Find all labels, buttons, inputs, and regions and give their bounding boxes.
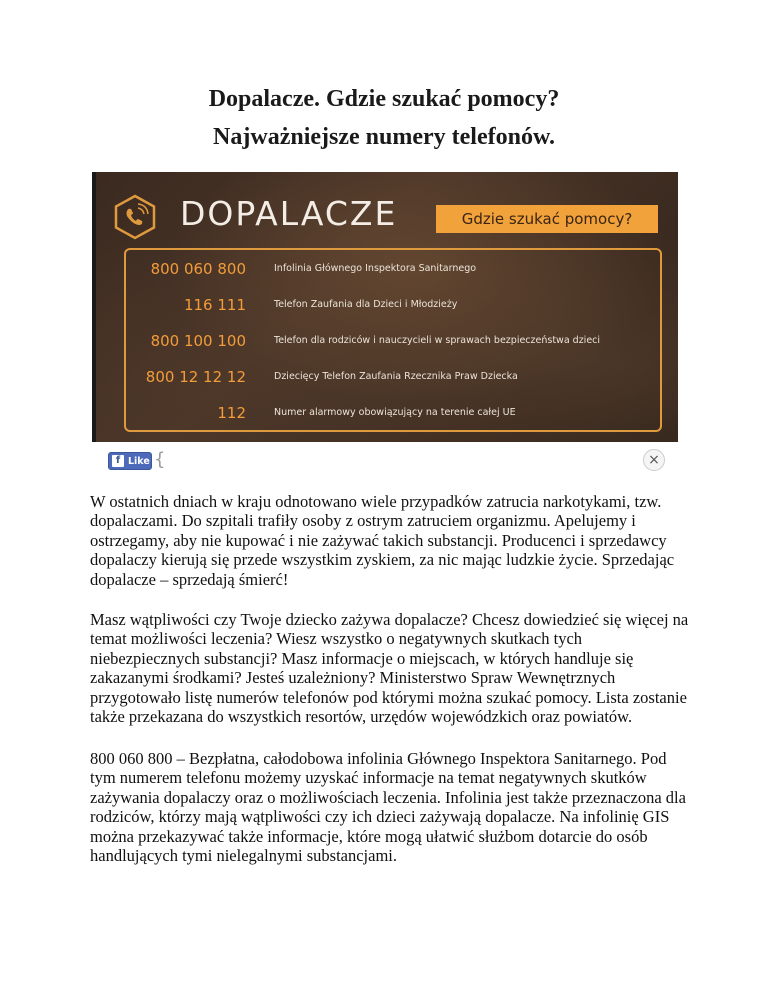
banner-brand: DOPALACZE: [180, 194, 398, 233]
phone-description: Dziecięcy Telefon Zaufania Rzecznika Praw Dziecka: [274, 371, 518, 382]
phone-row: [126, 358, 664, 394]
phone-row: [126, 250, 664, 286]
close-button[interactable]: ×: [643, 449, 665, 471]
phone-number: 112: [217, 404, 246, 422]
like-count-bracket: {: [154, 449, 166, 470]
page-title: Dopalacze. Gdzie szukać pomocy?: [208, 86, 560, 112]
phone-row: [126, 394, 664, 430]
phone-description: Telefon dla rodziców i nauczycieli w sprawach bezpieczeństwa dzieci: [274, 335, 601, 346]
paragraph-questions: Masz wątpliwości czy Twoje dziecko zażywa dopalacze? Chcesz dowiedzieć się więcej na temat możliwości leczenia? Wiesz wszystko o negatywnych skutkach tych niebezpiecznych substancji? Masz informacje o miejscach, w których handluje się zakazanymi środkami? Jesteś uzależniony? Ministerstwo Spraw Wewnętrznych przygotowało listę numerów telefonów pod którymi można szukać pomocy. Lista zostanie także przekazana do wszystkich resortów, urzędów wojewódzkich oraz powiatów.: [90, 610, 689, 727]
phone-hexagon-icon: [112, 194, 158, 240]
social-bar: [92, 442, 678, 478]
facebook-like-button[interactable]: [108, 452, 152, 470]
like-label: Like: [128, 455, 150, 467]
phone-description: Infolinia Głównego Inspektora Sanitarnego: [274, 263, 477, 274]
facebook-icon: f: [112, 455, 124, 467]
phone-number: 800 100 100: [150, 332, 246, 350]
phone-description: Numer alarmowy obowiązujący na terenie całej UE: [274, 407, 516, 418]
paragraph-gis-hotline: 800 060 800 – Bezpłatna, całodobowa infolinia Głównego Inspektora Sanitarnego. Pod tym numerem telefonu możemy uzyskać informacje na temat negatywnych skutków zażywania dopalaczy oraz o możliwościach leczenia. Infolinia jest także przeznaczona dla rodziców, którzy mają wątpliwości czy ich dzieci zażywają dopalacze. Na infolinię GIS można przekazywać także informacje, które mogą ułatwić służbom dotarcie do osób handlujących tymi nielegalnymi substancjami.: [90, 749, 686, 866]
phone-number: 116 111: [183, 296, 246, 314]
phone-number: 800 060 800: [150, 260, 246, 278]
phone-row: [126, 286, 664, 322]
help-label: Gdzie szukać pomocy?: [436, 205, 658, 233]
banner-image: [92, 172, 678, 442]
phone-list: [124, 248, 662, 432]
phone-row: [126, 322, 664, 358]
banner-widget: [92, 172, 678, 478]
paragraph-intro: W ostatnich dniach w kraju odnotowano wiele przypadków zatrucia narkotykami, tzw. dopalaczami. Do szpitali trafiły osoby z ostrym zatruciem organizmu. Apelujemy i ostrzegamy, aby nie kupować i nie zażywać takich substancji. Producenci i sprzedawcy dopalaczy kierują się przede wszystkim zyskiem, za nic mając ludzkie życie. Sprzedając dopalacze – sprzedają śmierć!: [90, 492, 675, 589]
phone-description: Telefon Zaufania dla Dzieci i Młodzieży: [274, 299, 458, 310]
phone-number: 800 12 12 12: [145, 368, 246, 386]
page-subtitle: Najważniejsze numery telefonów.: [213, 124, 555, 150]
